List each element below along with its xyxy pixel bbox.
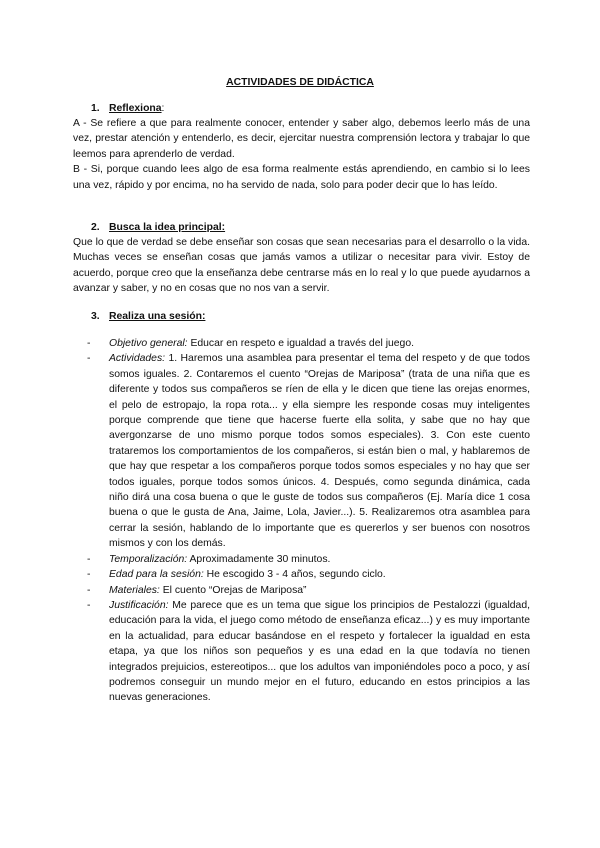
document-title: ACTIVIDADES DE DIDÁCTICA [226, 77, 374, 88]
section-number: 1. [91, 103, 100, 114]
item-label: Justificación: [109, 599, 169, 611]
section-title: Reflexiona [109, 103, 162, 114]
item-label: Actividades: [109, 353, 166, 365]
section-1-heading: 1. Reflexiona: [91, 101, 164, 116]
list-dash: - [87, 584, 91, 596]
list-item [87, 567, 530, 582]
item-text: El cuento “Orejas de Mariposa” [159, 584, 307, 596]
list-dash: - [87, 569, 91, 581]
list-item [87, 583, 530, 598]
section-title: Busca la idea principal: [109, 222, 226, 233]
item-text: He escogido 3 - 4 años, segundo ciclo. [203, 569, 386, 581]
list-item [87, 351, 530, 551]
item-text: Aproximadamente 30 minutos. [187, 553, 331, 565]
paragraph: A - Se refiere a que para realmente conocer, entender y saber algo, debemos leerlo más de una vez, prestar atención y entenderlo, es decir, ejercitar nuestra comprensión lectora y trabajar lo que leemos para aprenderlo de verdad. [73, 118, 530, 160]
item-label: Materiales: [109, 584, 160, 596]
list-item [87, 598, 530, 706]
paragraph: Que lo que de verdad se debe enseñar son cosas que sean necesarias para el desarrollo o la vida. Muchas veces se enseñan cosas que jamás vamos a utilizar o necesitar para vivir. Estoy de acuerdo, porque creo que la enseñanza debe centrarse más en lo real y lo que puede ayudarnos a avanzar y saber, y no en cosas que no nos van a servir. [73, 237, 530, 295]
list-item [87, 552, 530, 567]
section-2-body [73, 235, 530, 297]
item-label: Temporalización: [109, 553, 188, 565]
list-dash: - [87, 353, 91, 365]
section-3-heading [91, 309, 205, 324]
list-dash: - [87, 599, 91, 611]
section-title: Realiza una sesión: [109, 311, 206, 322]
item-text: Educar en respeto e igualdad a través del juego. [187, 338, 415, 349]
paragraph: B - Si, porque cuando lees algo de esa forma realmente estás aprendiendo, en cambio si lo lees una vez, rápido y por encima, no ha servido de nada, solo para poder decir que lo has leído. [73, 164, 530, 191]
section-number: 3. [91, 311, 100, 322]
section-2-heading [91, 220, 225, 235]
item-label: Objetivo general: [109, 338, 188, 349]
section-1-body [73, 116, 530, 193]
item-label: Edad para la sesión: [109, 569, 204, 581]
list-dash: - [87, 338, 91, 349]
section-number: 2. [91, 222, 100, 233]
session-details-list [87, 336, 530, 706]
list-item [87, 336, 530, 351]
list-dash: - [87, 553, 91, 565]
item-text: 1. Haremos una asamblea para presentar el tema del respeto y de que todos somos iguales. 2. Contaremos el cuento “Orejas de Mariposa” (trata de una niña que es diferente y todos sus compañeros se ríen de ella y le dicen que tiene las orejas enormes, el pelo de estropajo, la ropa rota... y ella siempre les responde cosas muy inteligentes porque comprende que tiene que hacerse fuerte ella solita, y sabe que no hay que avergonzarse de uno mismo porque todos somos especiales). 3. Con este cuento trataremos los comportamientos de los compañeros, si están bien o mal, y hablaremos de que hay que respetar a los compañeros porque todos somos especiales y no hay que ser todos iguales, porque todos somos únicos. 4. Después, como segunda dinámica, cada niño dirá una cosa buena o que le guste de todos sus compañeros (Ej. María dice 1 cosa buena o que le gusta de Ana, Jaime, Lola, Javier...). 5. Realizaremos otra asamblea para cerrar la sesión, hablando de lo importante que es quererlos y ser buenos con nosotros mismos y con los demás. [109, 353, 530, 550]
item-text: Me parece que es un tema que sigue los principios de Pestalozzi (igualdad, educación para la vida, el juego como método de enseñanza eficaz...) y es muy importante en la actualidad, para educar basándose en el respeto y fortalecer la igualdad en esta etapa, ya que los niños son pequeños y es una edad en la que todavía no tienen integrados prejuicios, estereotipos... que los adultos van imponiéndoles poco a poco, y así podremos conseguir un mundo mejor en el futuro, educando en estos principios a las nuevas generaciones. [109, 599, 530, 704]
